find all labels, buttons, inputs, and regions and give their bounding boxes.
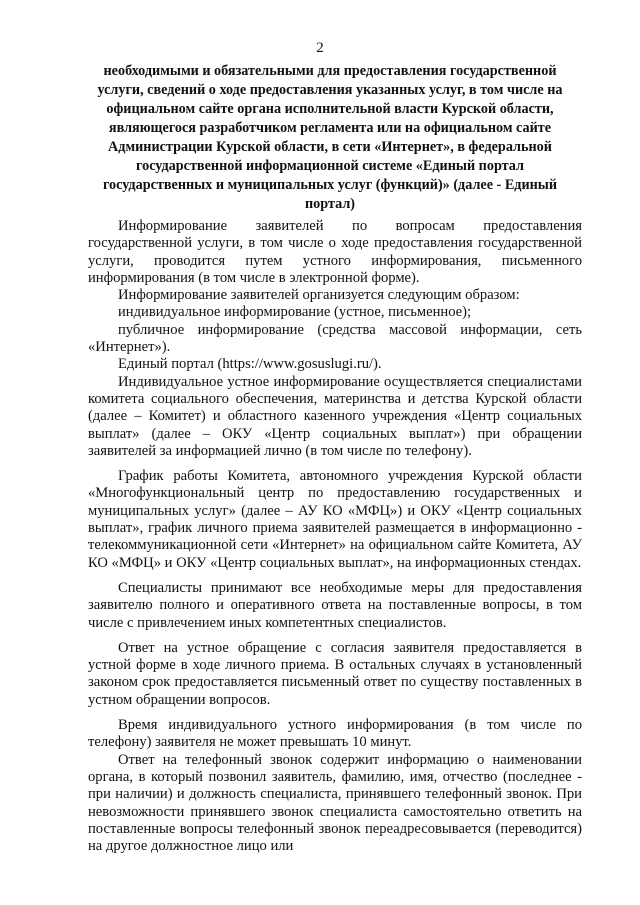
paragraph-specialists: Специалисты принимают все необходимые меры для предоставления заявителю полного и оперативного ответа на поставленные вопросы, в том числе с привлечением иных компетентных специалистов. [88,579,582,631]
paragraph-individual: индивидуальное информирование (устное, письменное); [118,304,472,321]
section-heading: необходимыми и обязательными для предоставления государственной услуги, сведений о ходе предоставления указанных услуг, в том числе на официальном сайте органа исполнительной власти Курской области, являющегося разработчиком регламента или на официальном сайте Администрации Курской области, в сети «Интернет», в федеральной государственной информационной системе «Единый портал государственных и муниципальных услуг (функций)» (далее - Единый портал) [97,63,563,212]
paragraph-portal: Единый портал (https://www.gosuslugi.ru/). [118,356,382,373]
paragraph-oral-answer: Ответ на устное обращение с согласия заявителя предоставляется в устной форме в ходе личного приема. В остальных случаях в установленный законом срок предоставляется письменный ответ по существу поставленных в устном обращении вопросов. [88,639,582,708]
paragraph-public: публичное информирование (средства массовой информации, сеть «Интернет»). [88,321,582,356]
paragraph-schedule: График работы Комитета, автономного учреждения Курской области «Многофункциональный центр по предоставлению государственных и муниципальных услуг» (далее – АУ КО «МФЦ») и ОКУ «Центр социальных выплат», график личного приема заявителей размещается в информационно - телекоммуникационной сети «Интернет» на официальном сайте Комитета, АУ КО «МФЦ» и ОКУ «Центр социальных выплат», на информационных стендах. [88,468,582,571]
body-text [88,218,582,855]
page-number: 2 [316,40,324,56]
paragraph-time-limit: Время индивидуального устного информирования (в том числе по телефону) заявителя не может превышать 10 минут. [88,717,582,751]
paragraph-organization: Информирование заявителей организуется следующим образом: [118,287,520,304]
paragraph-informing-methods: Информирование заявителей по вопросам предоставления государственной услуги, в том числе о ходе предоставления государственной услуги, проводится путем устного информирования, письменного информирования (в том числе в электронной форме). [88,218,582,286]
paragraph-phone-answer: Ответ на телефонный звонок содержит информацию о наименовании органа, в который позвонил заявитель, фамилию, имя, отчество (последнее - при наличии) и должность специалиста, принявшего телефонный звонок. При невозможности принявшего звонок специалиста самостоятельно ответить на поставленные вопросы телефонный звонок переадресовывается (переводится) на другое должностное лицо или [88,751,582,855]
paragraph-oral-informing: Индивидуальное устное информирование осуществляется специалистами комитета социального обеспечения, материнства и детства Курской области (далее – Комитет) и областного казенного учреждения «Центр социальных выплат» (далее – ОКУ «Центр социальных выплат») при обращении заявителей за информацией лично (в том числе по телефону). [88,373,582,459]
